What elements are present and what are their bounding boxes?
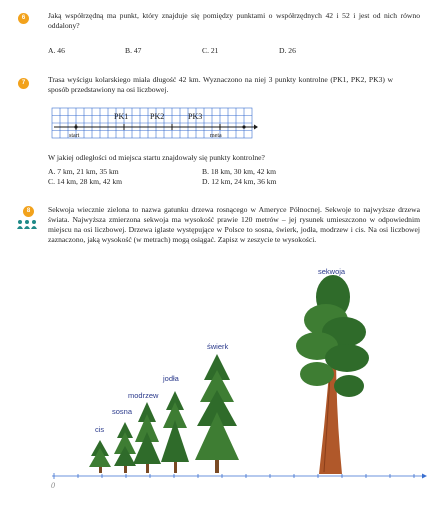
task7-question: Trasa wyścigu kolarskiego miała długość 42 km. Wyznaczono na niej 3 punkty kontrolne (PK1, PK2, PK3) w sposób przedstawiony na osi liczbowej.: [48, 75, 393, 94]
task6-option-a: A. 46: [48, 46, 65, 55]
checkpoint-pk2-label: PK2: [150, 112, 165, 121]
pine-tree: [114, 422, 136, 473]
spruce-tree: [195, 354, 239, 473]
axis-arrow: [422, 474, 427, 479]
yew-tree: [89, 440, 111, 473]
task6-option-b: B. 47: [125, 46, 142, 55]
tree-label-cis: cis: [95, 425, 105, 434]
task7-option-a: A. 7 km, 21 km, 35 km: [48, 167, 119, 176]
tree-label-sosna: sosna: [112, 407, 133, 416]
task7-option-b: B. 18 km, 30 km, 42 km: [202, 167, 277, 176]
tree-label-jodla: jodła: [163, 374, 179, 383]
trees-illustration: [34, 262, 430, 492]
task-number-badge: 6: [18, 13, 29, 24]
sequoia-tree: [296, 275, 369, 474]
task6-option-c: C. 21: [202, 46, 219, 55]
start-label: start: [69, 133, 80, 139]
number-line-grid: [48, 107, 258, 141]
fir-tree: [161, 391, 189, 473]
tree-label-modrzew: modrzew: [128, 391, 159, 400]
task7-option-d: D. 12 km, 24 km, 36 km: [202, 177, 277, 186]
axis-arrow: [254, 125, 258, 130]
task-number-badge: 8: [23, 206, 34, 217]
task6-question: Jaką współrzędną ma punkt, który znajduje się pomiędzy punktami o współrzędnych 42 i 52 i jest od nich równo oddalony?: [48, 11, 420, 30]
end-point: [242, 125, 245, 128]
checkpoint-pk1-label: PK1: [114, 112, 129, 121]
tree-label-sekwoja: sekwoja: [318, 267, 346, 276]
task6-option-d: D. 26: [279, 46, 296, 55]
axis-zero-label: 0: [51, 481, 55, 490]
tree-label-swierk: świerk: [207, 342, 229, 351]
larch-tree: [133, 402, 161, 473]
end-label: meta: [210, 133, 222, 139]
checkpoint-pk3-label: PK3: [188, 112, 203, 121]
task-number-badge: 7: [18, 78, 29, 89]
start-point: [74, 125, 77, 128]
task7-subquestion: W jakiej odległości od miejsca startu znajdowały się punkty kontrolne?: [48, 153, 265, 162]
group-work-icon: [16, 219, 38, 229]
task8-question: Sekwoja wiecznie zielona to nazwa gatunku drzewa rosnącego w Ameryce Północnej. Sekwoje to najwyższe drzewa świata. Najwyższa zmierzona sekwoja ma wysokość prawie 120 metrów – jej rysunek umieszczono w odpowiednim miejscu na osi liczbowej. Drzewa iglaste występujące w Polsce to sosna, świerk, jodła, modrzew i cis. Na osi liczbowej zaznaczono, jaką wysokość (w metrach) mogą osiągać. Zapisz w zeszycie te wysokości.: [48, 205, 420, 244]
task7-option-c: C. 14 km, 28 km, 42 km: [48, 177, 123, 186]
